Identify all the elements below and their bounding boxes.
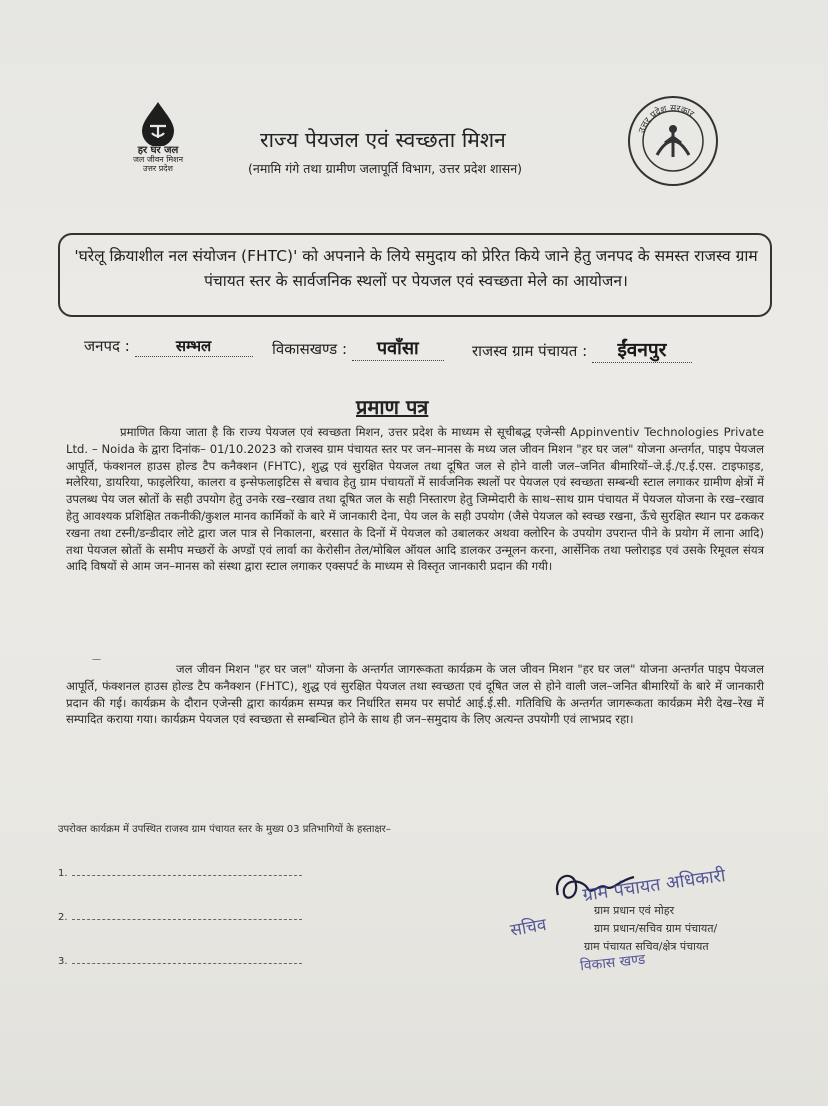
event-banner [58, 233, 772, 317]
district-value: सम्भल [175, 337, 212, 355]
stamp-line-3: ग्राम प्रधान/सचिव ग्राम पंचायत/ [594, 922, 718, 935]
stamp-line-5: ग्राम पंचायत सचिव/क्षेत्र पंचायत [584, 940, 709, 953]
district-label: जनपद : [84, 337, 130, 355]
signature-number-3: 3. [58, 956, 68, 967]
mission-subtitle: (नमामि गंगे तथा ग्रामीण जलापूर्ति विभाग, उत्तर प्रदेश शासन) [248, 161, 523, 176]
mission-title: राज्य पेयजल एवं स्वच्छता मिशन [260, 128, 506, 152]
svg-text:उत्तर प्रदेश सरकार [637, 104, 695, 135]
logo-caption-1: हर घर जल [137, 145, 179, 156]
block-field [272, 336, 444, 361]
signature-line-2 [58, 912, 302, 923]
stamp-line-1: ग्राम पंचायत अधिकारी [581, 865, 727, 906]
stamp-line-2: ग्राम प्रधान एवं मोहर [594, 904, 675, 917]
har-ghar-jal-logo [118, 100, 198, 182]
signatures-intro: उपरोक्त कार्यक्रम में उपस्थित राजस्व ग्राम पंचायत स्तर के मुख्य 03 प्रतिभागियों के हस्ताक्षर– [58, 824, 391, 835]
logo-caption-2: जल जीवन मिशन [132, 155, 184, 164]
gram-panchayat-field [472, 336, 692, 363]
signature-number-1: 1. [58, 868, 68, 879]
gram-panchayat-value: ईंवनपुर [617, 339, 667, 361]
gram-panchayat-label: राजस्व ग्राम पंचायत : [472, 342, 588, 360]
signature-line-3 [58, 956, 302, 967]
block-value: पवाँसा [376, 338, 419, 359]
water-drop-icon [138, 100, 178, 146]
seal-text: उत्तर प्रदेश सरकार [637, 103, 696, 135]
certificate-paragraph-1: प्रमाणित किया जाता है कि राज्य पेयजल एवं स्वच्छता मिशन, उत्तर प्रदेश के माध्यम से सूचीबद्ध एजेन्सी Appinventiv Technologies Private Ltd. – Noida के द्वारा दिनांक– 01/10.2023 को राजस्व ग्राम पंचायत स्तर पर जन–मानस के मध्य जल जीवन मिशन "हर घर जल" योजना अन्तर्गत, पाइप पेयजल आपूर्ति, फंक्शनल हाउस होल्ड टैप कनैक्शन (FHTC), शुद्ध एवं सुरक्षित पेयजल तथा दूषित जल से होने वाली जल–जनित बीमारियों–जे.ई./ए.ई.एस. टाइफाइड, मलेरिया, डायरिया, फाइलेरिया, कालरा व इन्सेफलाइटिस से बचाव हेतु ग्राम पंचायतों में सार्वजनिक स्थलों पर पेयजल एवं स्वच्छता सम्बन्धी स्टाल लगाकर ग्रामीण क्षेत्रों में उपलब्ध पेय जल स्रोतों के सही उपयोग हेतु उनके रख–रखाव तथा दूषित जल के सही निस्तारण हेतु जिम्मेदारी के साथ–साथ ग्राम पंचायत में पेयजल योजना के रख–रखाव हेतु आवश्यक प्रशिक्षित तकनीकी/कुशल मानव कार्मिकों के बारे में जानकारी देना, पेय जल के सही उपयोग (जैसे पेयजल को स्वच्छ रखना, ऊँचे सुरक्षित स्थान पर ढककर रखना तथा टस्नी/डन्डीदार लोटे द्वारा जल पात्र से निकालना, बरसात के दिनों में पेयजल को उबालकर अथवा क्लोरिन के उपयोग उपरान्त पीने के प्रयोग में लाना आदि) तथा पेयजल स्रोतों के समीप मच्छरों के अण्डों एवं लार्वा का केरोसीन तेल/मोबिल ऑयल आदि डालकर उन्मूलन करना, आर्सेनिक तथा फ्लोराइड एवं उसके रिमूवल संयत्र आदि विषयों से आम जन–मानस को संस्था द्वारा स्टाल लगाकर एक्सपर्ट के माध्यम से विस्तृत जानकारी प्रदान की गयी। [66, 425, 765, 574]
official-stamp [510, 865, 760, 975]
signature-line-1 [58, 868, 302, 879]
margin-mark: — [92, 655, 101, 665]
logo-caption-3: उत्तर प्रदेश [143, 164, 173, 173]
block-label: विकासखण्ड : [272, 340, 348, 358]
banner-text: 'घरेलू क्रियाशील नल संयोजन (FHTC)' को अपनाने के लिये समुदाय को प्रेरित किये जाने हेतु जनपद के समस्त राजस्व ग्राम पंचायत स्तर के सार्वजनिक स्थलों पर पेयजल एवं स्वच्छता मेले का आयोजन। [74, 247, 758, 290]
stamp-line-4: सचिव [508, 914, 548, 941]
stamp-line-6: विकास खण्ड [579, 951, 647, 975]
certificate-title: प्रमाण पत्र [356, 395, 429, 419]
up-government-seal [627, 95, 719, 187]
district-field [84, 336, 253, 357]
certificate-paragraph-2: जल जीवन मिशन "हर घर जल" योजना के अन्तर्गत जागरूकता कार्यक्रम के जल जीवन मिशन "हर घर जल" योजना अन्तर्गत पाइप पेयजल आपूर्ति, फंक्शनल हाउस होल्ड टैप कनैक्शन (FHTC), शुद्ध एवं सुरक्षित पेयजल तथा स्वच्छता एवं दूषित जल से होने वाली जल–जनित बीमारियों के बारे में जानकारी प्रदान की गई। कार्यक्रम के दौरान एजेन्सी द्वारा कार्यक्रम सम्पन्न कर निर्धारित समय पर सपोर्ट आई.ई.सी. गतिविधि के अन्तर्गत जागरूकता कार्यक्रम मेरी देख–रेख में सम्पादित कराया गया। कार्यक्रम पेयजल एवं स्वच्छता से सम्बन्धित होने के साथ ही जन–समुदाय के लिए अत्यन्त उपयोगी एवं लाभप्रद रहा। [66, 662, 764, 727]
signature-number-2: 2. [58, 912, 68, 923]
